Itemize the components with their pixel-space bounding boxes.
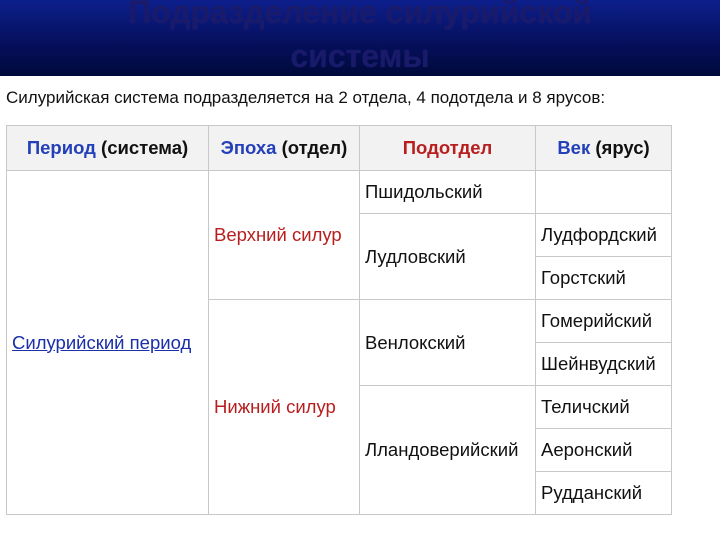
table-row bbox=[7, 171, 672, 214]
slide-header bbox=[0, 0, 720, 76]
stage-cell: Гомерийский bbox=[536, 300, 672, 343]
subdivision-cell: Пшидольский bbox=[360, 171, 536, 214]
slide-title bbox=[0, 0, 720, 76]
header-age-note: (ярус) bbox=[595, 137, 650, 158]
header-epoch-main: Эпоха bbox=[220, 137, 277, 158]
subdivision-cell: Лландоверийский bbox=[360, 386, 536, 515]
header-age-main: Век bbox=[557, 137, 591, 158]
header-epoch-note: (отдел) bbox=[281, 137, 348, 158]
slide-title-line-1: Подразделение силурийской bbox=[128, 0, 592, 30]
silurian-table bbox=[6, 125, 672, 515]
subdivision-cell: Венлокский bbox=[360, 300, 536, 386]
stage-cell: Горстский bbox=[536, 257, 672, 300]
stage-cell: Рудданский bbox=[536, 472, 672, 515]
stage-cell: Шейнвудский bbox=[536, 343, 672, 386]
header-subdivision-main: Подотдел bbox=[402, 137, 493, 158]
stage-cell: Лудфордский bbox=[536, 214, 672, 257]
header-subdivision bbox=[360, 126, 536, 171]
header-age bbox=[536, 126, 672, 171]
stage-cell: Аеронский bbox=[536, 429, 672, 472]
table-header-row bbox=[7, 126, 672, 171]
lead-text: Силурийская система подразделяется на 2 отдела, 4 подотдела и 8 ярусов: bbox=[6, 88, 606, 107]
slide-content bbox=[0, 76, 720, 540]
stage-cell: Теличский bbox=[536, 386, 672, 429]
header-period bbox=[7, 126, 209, 171]
epoch-cell: Верхний силур bbox=[209, 171, 360, 300]
epoch-cell: Нижний силур bbox=[209, 300, 360, 515]
header-period-main: Период bbox=[26, 137, 96, 158]
header-period-note: (система) bbox=[101, 137, 189, 158]
stage-cell-empty bbox=[536, 171, 672, 214]
slide-title-line-2: системы bbox=[290, 38, 430, 74]
subdivision-cell: Лудловский bbox=[360, 214, 536, 300]
header-epoch bbox=[209, 126, 360, 171]
period-link[interactable]: Силурийский период bbox=[7, 171, 209, 515]
